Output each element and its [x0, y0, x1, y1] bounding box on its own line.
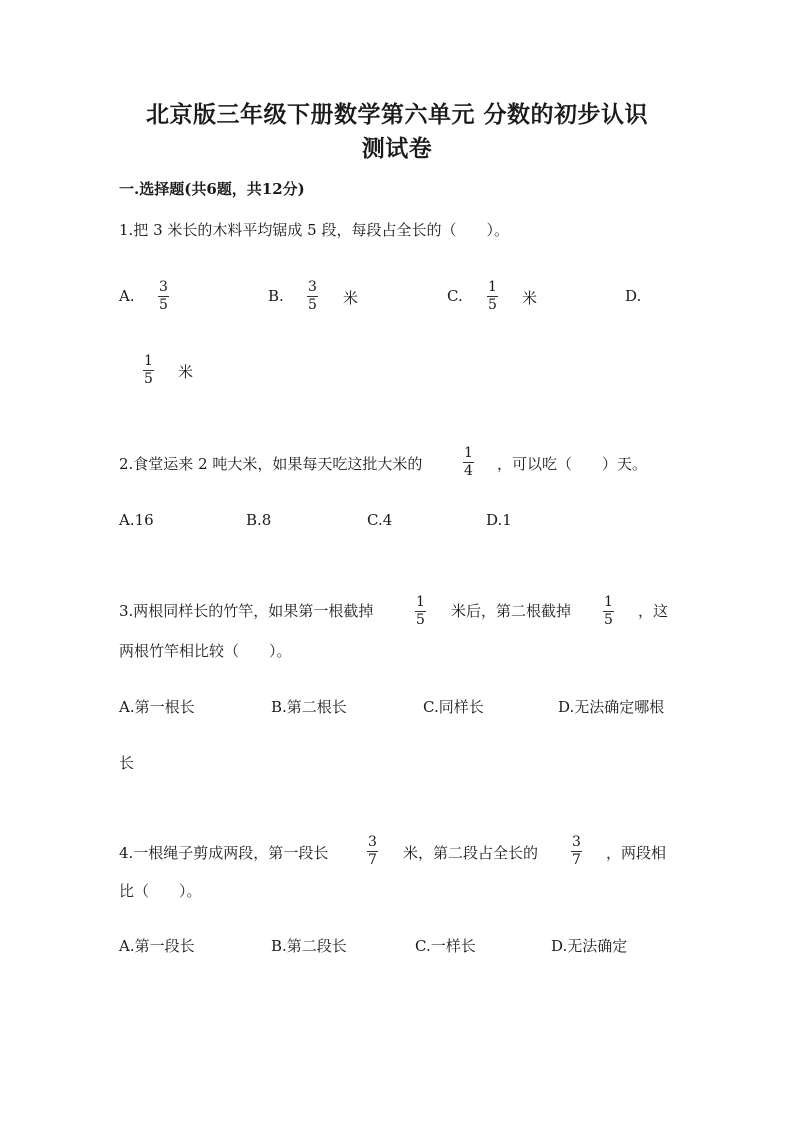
q1-option-b-fraction	[307, 280, 318, 313]
fraction-denominator: 5	[308, 297, 317, 313]
q3-stem-mid: 米后，第二根截掉	[451, 602, 572, 620]
page-title-line1: 北京版三年级下册数学第六单元 分数的初步认识	[145, 101, 648, 128]
q3-stem-line2: 两根竹竿相比较（ ）。	[119, 642, 292, 660]
q1-option-d-fraction	[143, 354, 154, 387]
q4-fraction-1	[367, 835, 378, 868]
q4-fraction-2	[571, 835, 582, 868]
fraction-denominator: 7	[368, 852, 377, 868]
q1-option-c-label: C.	[447, 287, 463, 305]
fraction-numerator: 3	[368, 834, 377, 850]
fraction-denominator: 4	[464, 463, 473, 479]
q2-option-b: B.8	[246, 511, 272, 529]
q2-stem-post: ，可以吃（ ）天。	[497, 455, 648, 473]
q3-option-c: C.同样长	[423, 698, 484, 716]
fraction-numerator: 3	[308, 279, 317, 295]
fraction-denominator: 5	[144, 371, 153, 387]
q3-option-d: D.无法确定哪根	[558, 698, 665, 716]
q4-option-b: B.第二段长	[271, 937, 347, 955]
q3-fraction-2	[603, 595, 614, 628]
q2-option-c: C.4	[367, 511, 393, 529]
fraction-denominator: 5	[159, 297, 168, 313]
q4-stem-post: ，两段相	[606, 844, 667, 862]
q1-option-a-label: A.	[119, 287, 135, 305]
fraction-numerator: 3	[159, 279, 168, 295]
fraction-numerator: 1	[604, 594, 613, 610]
q1-stem: 1.把 3 米长的木料平均锯成 5 段，每段占全长的（ ）。	[119, 221, 509, 239]
q2-option-d: D.1	[486, 511, 512, 529]
fraction-denominator: 5	[488, 297, 497, 313]
fraction-denominator: 5	[416, 612, 425, 628]
q1-option-a-fraction	[158, 280, 169, 313]
q1-option-b-unit: 米	[343, 289, 359, 307]
fraction-denominator: 7	[572, 852, 581, 868]
q4-option-a: A.第一段长	[119, 937, 195, 955]
fraction-numerator: 3	[572, 834, 581, 850]
fraction-denominator: 5	[604, 612, 613, 628]
q4-option-d: D.无法确定	[551, 937, 628, 955]
q4-stem-line2: 比（ ）。	[119, 882, 202, 900]
q1-option-c-fraction	[487, 280, 498, 313]
fraction-numerator: 1	[464, 445, 473, 461]
q3-stem-post: ，这	[638, 602, 669, 620]
q4-stem-pre: 4.一根绳子剪成两段，第一段长	[119, 844, 329, 862]
section-heading: 一.选择题(共6题，共12分)	[119, 180, 305, 198]
q3-option-d-wrap: 长	[119, 754, 135, 772]
q1-option-d-unit: 米	[178, 363, 194, 381]
q1-option-d-label: D.	[625, 287, 642, 305]
q2-fraction	[463, 446, 474, 479]
fraction-numerator: 1	[488, 279, 497, 295]
q2-option-a: A.16	[119, 511, 154, 529]
q4-option-c: C.一样长	[415, 937, 476, 955]
page-title-line2: 测试卷	[361, 135, 433, 162]
q3-fraction-1	[415, 595, 426, 628]
q1-option-b-label: B.	[268, 287, 284, 305]
q3-stem-pre: 3.两根同样长的竹竿，如果第一根截掉	[119, 602, 374, 620]
q4-stem-mid: 米，第二段占全长的	[403, 844, 539, 862]
fraction-numerator: 1	[144, 353, 153, 369]
q2-stem-pre: 2.食堂运来 2 吨大米，如果每天吃这批大米的	[119, 455, 423, 473]
q3-option-a: A.第一根长	[119, 698, 195, 716]
q3-option-b: B.第二根长	[271, 698, 347, 716]
fraction-numerator: 1	[416, 594, 425, 610]
q1-option-c-unit: 米	[522, 289, 538, 307]
